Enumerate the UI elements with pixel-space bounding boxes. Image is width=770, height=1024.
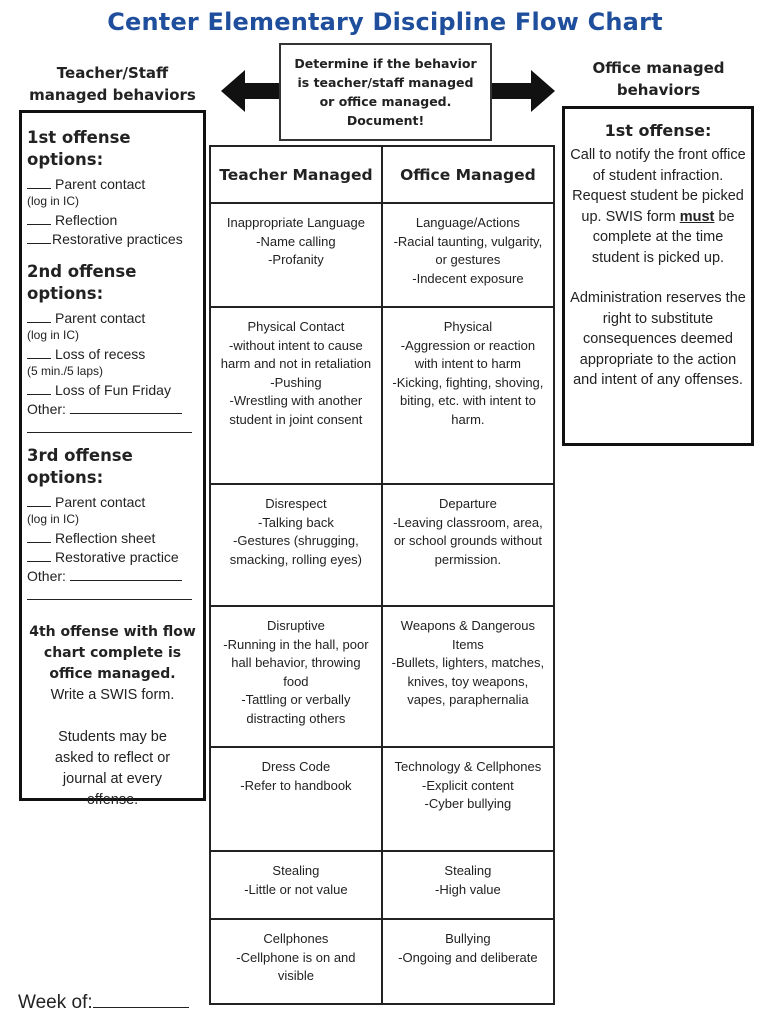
table-cell: Cellphones -Cellphone is on and visible [210, 919, 382, 1004]
first-offense-section [27, 127, 198, 249]
reflection-note: Students may be asked to reflect or journal at every offense. [54, 729, 171, 808]
other-label: Other: [27, 568, 66, 584]
table-cell: Physical Contact -without intent to cause harm and not in retaliation -Pushing -Wrestling with another student in joint consent [210, 307, 382, 484]
teacher-staff-heading: Teacher/Staff managed behaviors [29, 64, 196, 104]
blank-line [27, 234, 51, 244]
option-sub-label: (log in IC) [27, 194, 80, 208]
checkbox-line[interactable] [27, 211, 198, 230]
blank-line [27, 385, 51, 395]
office-text-part: Call to notify the front office of student infraction. Request student be picked up. SWIS form [570, 147, 746, 225]
option-label: Parent contact [55, 176, 146, 192]
arrow-right-icon [491, 70, 555, 112]
table-cell: Technology & Cellphones -Explicit content -Cyber bullying [382, 747, 554, 851]
blank-line[interactable] [27, 586, 192, 600]
blank-line [70, 404, 182, 414]
table-row [210, 484, 554, 606]
option-sub-label: (log in IC) [27, 512, 80, 526]
blank-line [93, 992, 189, 1008]
option-label: Parent contact [55, 310, 146, 326]
table-cell: Disruptive -Running in the hall, poor hall behavior, throwing food -Tattling or verbally distracting others [210, 606, 382, 747]
third-offense-title: 3rd offense options: [27, 446, 133, 487]
table-row [210, 307, 554, 484]
table-cell: Stealing -High value [382, 851, 554, 919]
option-label: Restorative practices [52, 231, 183, 247]
blank-line [27, 497, 51, 507]
administration-note: Administration reserves the right to substitute consequences deemed appropriate to the action and intent of any offenses. [570, 290, 746, 388]
office-first-offense-title: 1st offense: [604, 121, 712, 140]
office-first-offense-text [570, 145, 746, 268]
second-offense-section [27, 261, 198, 433]
arrow-left-icon [221, 70, 281, 112]
week-of-label: Week of: [18, 992, 93, 1013]
other-line[interactable] [27, 400, 198, 419]
option-label: Reflection [55, 212, 118, 228]
table-header-row [210, 146, 554, 203]
column-header: Teacher Managed [210, 146, 382, 203]
blank-line [27, 215, 51, 225]
checkbox-line[interactable] [27, 309, 198, 328]
fourth-offense-text: Write a SWIS form. [50, 687, 175, 703]
fourth-offense-bold: 4th offense with flow chart complete is office managed. [29, 624, 196, 682]
checkbox-line[interactable] [27, 175, 198, 194]
table-cell: Bullying -Ongoing and deliberate [382, 919, 554, 1004]
office-text-part: be complete at the time student is picked up. [591, 208, 735, 266]
blank-line [27, 349, 51, 359]
checkbox-line[interactable] [27, 345, 198, 364]
other-label: Other: [27, 401, 66, 417]
checkbox-line[interactable] [27, 493, 198, 512]
behavior-table [209, 145, 555, 1005]
table-cell: Language/Actions -Racial taunting, vulgarity, or gestures -Indecent exposure [382, 203, 554, 307]
table-row [210, 606, 554, 747]
checkbox-line[interactable] [27, 381, 198, 400]
table-cell: Stealing -Little or not value [210, 851, 382, 919]
option-label: Loss of Fun Friday [55, 382, 171, 398]
table-cell: Dress Code -Refer to handbook [210, 747, 382, 851]
first-offense-title: 1st offense options: [27, 128, 131, 169]
table-row [210, 851, 554, 919]
other-line[interactable] [27, 567, 198, 586]
table-row [210, 747, 554, 851]
table-cell: Inappropriate Language -Name calling -Profanity [210, 203, 382, 307]
blank-line[interactable] [27, 419, 192, 433]
option-label: Reflection sheet [55, 530, 156, 546]
third-offense-section [27, 445, 198, 600]
fourth-offense-section [27, 622, 198, 706]
table-row [210, 919, 554, 1004]
table-row [210, 203, 554, 307]
office-panel [562, 106, 754, 446]
blank-line [27, 179, 51, 189]
checkbox-line[interactable] [27, 529, 198, 548]
blank-line [27, 533, 51, 543]
instruction-text: Determine if the behavior is teacher/staff managed or office managed. Document! [294, 56, 477, 128]
second-offense-title: 2nd offense options: [27, 262, 137, 303]
week-of-field[interactable] [18, 992, 189, 1014]
option-label: Loss of recess [55, 346, 146, 362]
instruction-box [279, 43, 492, 141]
option-sub-label: (5 min./5 laps) [27, 364, 104, 378]
option-sub-label: (log in IC) [27, 328, 80, 342]
column-header: Office Managed [382, 146, 554, 203]
option-label: Restorative practice [55, 549, 179, 565]
table-cell: Physical -Aggression or reaction with intent to harm -Kicking, fighting, shoving, biting, etc. with intent to harm. [382, 307, 554, 484]
office-text-emphasis: must [679, 208, 715, 225]
page-title: Center Elementary Discipline Flow Chart [107, 8, 663, 36]
blank-line [27, 552, 51, 562]
table-cell: Weapons & Dangerous Items -Bullets, lighters, matches, knives, toy weapons, vapes, paraphernalia [382, 606, 554, 747]
table-cell: Disrespect -Talking back -Gestures (shrugging, smacking, rolling eyes) [210, 484, 382, 606]
table-cell: Departure -Leaving classroom, area, or school grounds without permission. [382, 484, 554, 606]
checkbox-line[interactable] [27, 230, 198, 249]
teacher-options-panel [19, 110, 206, 808]
office-managed-heading: Office managed behaviors [592, 59, 725, 99]
checkbox-line[interactable] [27, 548, 198, 567]
blank-line [27, 313, 51, 323]
blank-line [70, 571, 182, 581]
option-label: Parent contact [55, 494, 146, 510]
